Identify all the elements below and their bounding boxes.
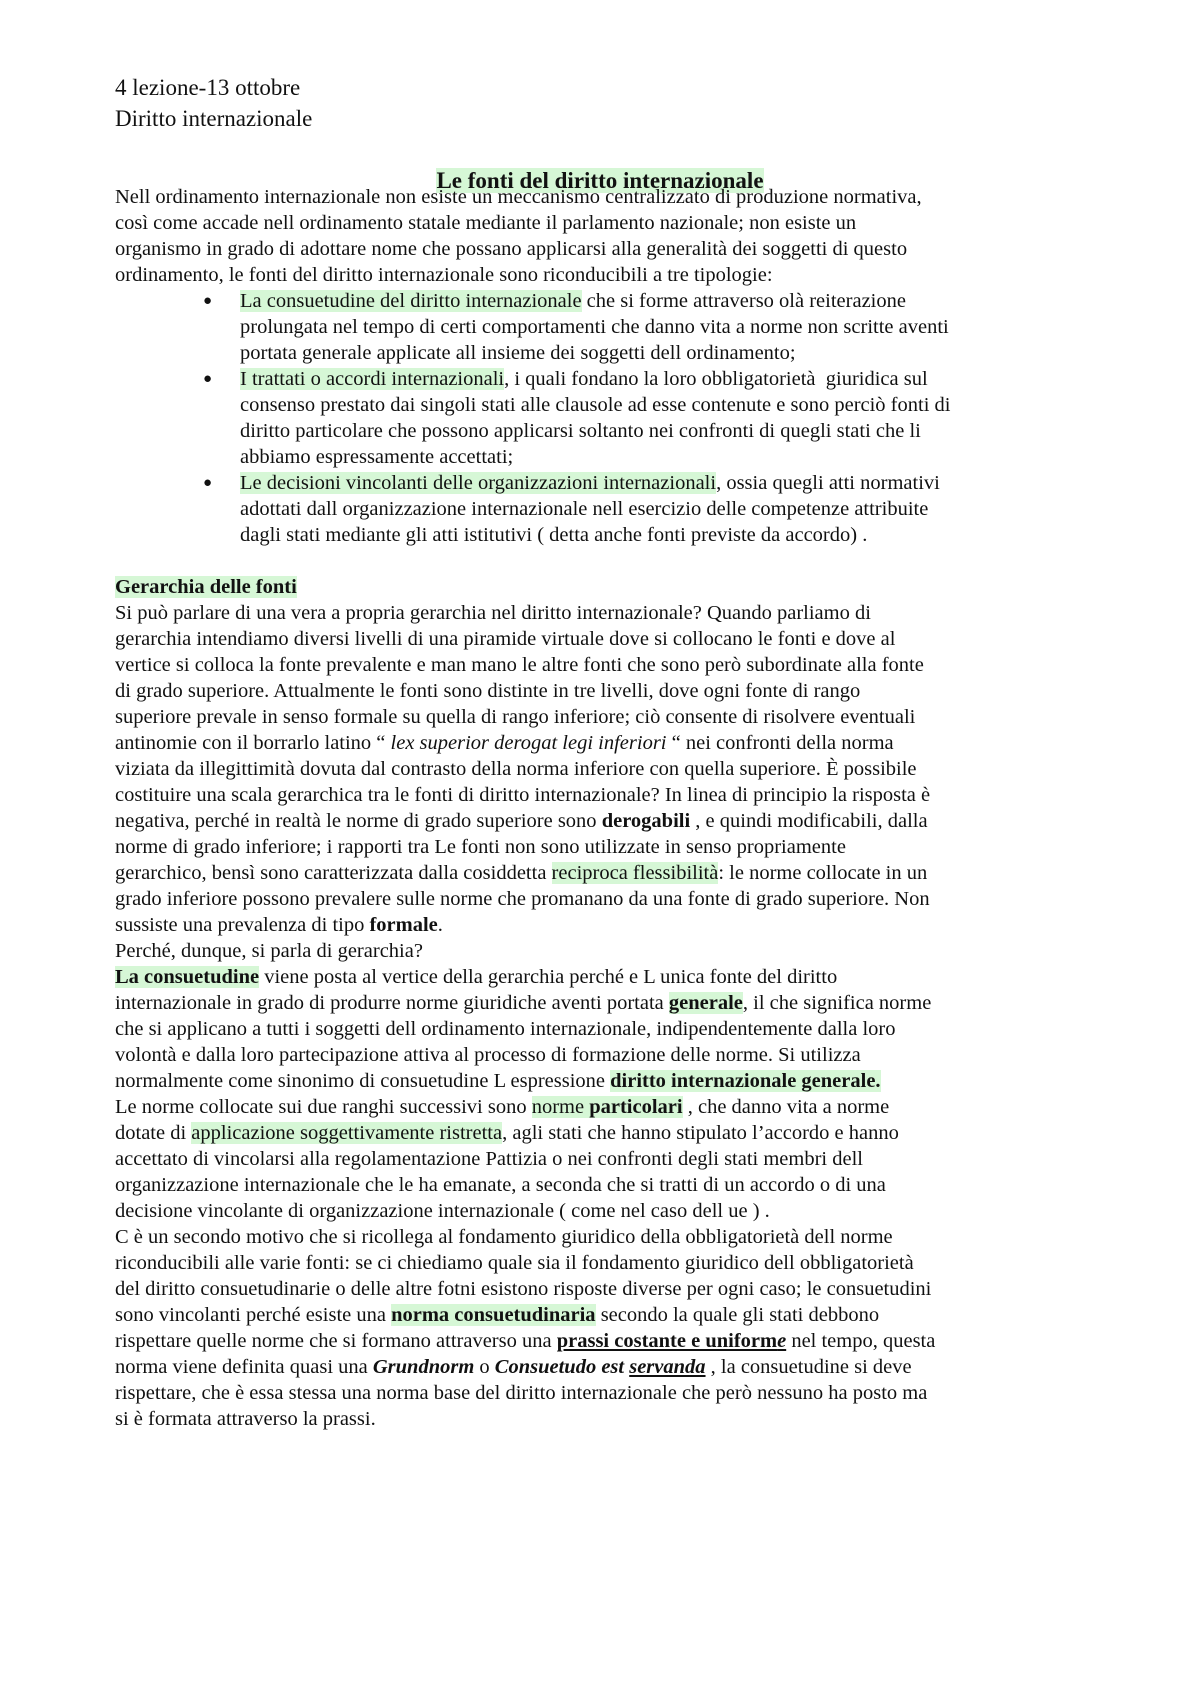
list-item-line: diritto particolare che possono applicarsi soltanto nei confronti di quegli stati che li bbox=[240, 420, 921, 442]
text-run: dotate di bbox=[115, 1122, 192, 1144]
bold-term: prassi costante e uniform bbox=[556, 1330, 778, 1352]
body-line: decisione vincolante di organizzazione internazionale ( come nel caso dell ue ) . bbox=[115, 1200, 770, 1222]
page-title-text: Le fonti del diritto internazionale bbox=[436, 168, 764, 193]
body-line: che si applicano a tutti i soggetti dell ordinamento internazionale, indipendentemente dalla loro bbox=[115, 1018, 896, 1040]
body-line: norme di grado inferiore; i rapporti tra Le fonti non sono utilizzate in senso propriamente bbox=[115, 836, 846, 858]
body-line: superiore prevale in senso formale su quella di rango inferiore; ciò consente di risolvere eventuali bbox=[115, 706, 916, 728]
course-heading: Diritto internazionale bbox=[115, 106, 313, 131]
body-line bbox=[115, 1068, 881, 1094]
highlighted-term: La consuetudine del diritto internazionale bbox=[240, 290, 582, 312]
highlighted-term: I trattati o accordi internazionali bbox=[240, 368, 505, 390]
intro-line: così come accade nell ordinamento statale mediante il parlamento nazionale; non esiste un bbox=[115, 212, 857, 234]
body-line: vertice si colloca la fonte prevalente e man mano le altre fonti che sono però subordinate alla fonte bbox=[115, 654, 924, 676]
body-line: Si può parlare di una vera a propria gerarchia nel diritto internazionale? Quando parliamo di bbox=[115, 602, 871, 624]
text-run: norma viene definita quasi una bbox=[115, 1356, 373, 1378]
text-run: : le norme collocate in un bbox=[718, 862, 928, 884]
body-line bbox=[115, 1094, 889, 1120]
text-run: internazionale in grado di produrre norme giuridiche aventi portata bbox=[115, 992, 669, 1014]
list-item-line: prolungata nel tempo di certi comportamenti che danno vita a norme non scritte aventi bbox=[240, 316, 949, 338]
body-line: C è un secondo motivo che si ricollega al fondamento giuridico della obbligatorietà dell norme bbox=[115, 1226, 893, 1248]
bold-term: particolari bbox=[589, 1096, 683, 1118]
text-run: antinomie con il borrarlo latino “ bbox=[115, 732, 391, 754]
text-run: , e quindi modificabili, dalla bbox=[690, 810, 928, 832]
list-item-text: , ossia quegli atti normativi bbox=[716, 472, 940, 494]
highlighted-term: norma consuetudinaria bbox=[391, 1304, 596, 1326]
body-line bbox=[115, 1302, 879, 1328]
body-line bbox=[115, 964, 837, 990]
text-run: . bbox=[437, 914, 443, 936]
text-run: nel tempo, questa bbox=[786, 1330, 936, 1352]
bold-term: formale bbox=[369, 914, 438, 936]
body-line bbox=[115, 1120, 899, 1146]
latin-term: servanda bbox=[629, 1356, 706, 1378]
body-line: gerarchia intendiamo diversi livelli di una piramide virtuale dove si collocano le fonti e dove al bbox=[115, 628, 896, 650]
highlighted-term: diritto internazionale generale. bbox=[610, 1070, 881, 1092]
bold-term: e bbox=[777, 1330, 787, 1352]
bold-term: derogabili bbox=[601, 810, 691, 832]
text-run: gerarchico, bensì sono caratterizzata dalla cosiddetta bbox=[115, 862, 552, 884]
list-item bbox=[240, 288, 906, 314]
body-line: di grado superiore. Attualmente le fonti sono distinte in tre livelli, dove ogni fonte di rango bbox=[115, 680, 861, 702]
list-item bbox=[240, 470, 940, 496]
body-line bbox=[115, 808, 928, 834]
body-line: grado inferiore possono prevalere sulle norme che promanano da una fonte di grado superiore. Non bbox=[115, 888, 930, 910]
intro-line: organismo in grado di adottare nome che possano applicarsi alla generalità dei soggetti di questo bbox=[115, 238, 908, 260]
text-run: rispettare quelle norme che si formano attraverso una bbox=[115, 1330, 557, 1352]
lesson-heading: 4 lezione-13 ottobre bbox=[115, 75, 301, 100]
section-heading-text: Gerarchia delle fonti bbox=[115, 576, 297, 598]
highlighted-term: applicazione soggettivamente ristretta bbox=[191, 1122, 503, 1144]
highlighted-term: generale bbox=[668, 992, 743, 1014]
body-line: si è formata attraverso la prassi. bbox=[115, 1408, 376, 1430]
bullet-icon: ● bbox=[203, 475, 213, 491]
text-run: sussiste una prevalenza di tipo bbox=[115, 914, 370, 936]
body-line bbox=[115, 860, 927, 886]
text-run: Le norme collocate sui due ranghi successivi sono bbox=[115, 1096, 532, 1118]
body-line: accettato di vincolarsi alla regolamentazione Pattizia o nei confronti degli stati membri dell bbox=[115, 1148, 863, 1170]
highlighted-term bbox=[532, 1096, 683, 1118]
body-line: costituire una scala gerarchica tra le fonti di diritto internazionale? In linea di principio la risposta è bbox=[115, 784, 931, 806]
body-line bbox=[115, 990, 931, 1016]
body-line: viziata da illegittimità dovuta dal contrasto della norma inferiore con quella superiore. È possibile bbox=[115, 758, 917, 780]
list-item bbox=[240, 366, 928, 392]
intro-line: Nell ordinamento internazionale non esiste un meccanismo centralizzato di produzione normativa, bbox=[115, 186, 922, 208]
body-line: rispettare, che è essa stessa una norma base del diritto internazionale che però nessuno ha posto ma bbox=[115, 1382, 928, 1404]
list-item-text: che si forme attraverso olà reiterazione bbox=[581, 290, 906, 312]
body-line bbox=[115, 730, 894, 756]
text-run: normalmente come sinonimo di consuetudine L espressione bbox=[115, 1070, 611, 1092]
list-item-line: adottati dall organizzazione internazionale nell esercizio delle competenze attribuite bbox=[240, 498, 929, 520]
list-item-line: portata generale applicate all insieme dei soggetti dell ordinamento; bbox=[240, 342, 796, 364]
latin-maxim: lex superior derogat legi inferiori bbox=[390, 732, 667, 754]
highlighted-term: La consuetudine bbox=[115, 966, 260, 988]
text-run: “ nei confronti della norma bbox=[666, 732, 894, 754]
intro-line: ordinamento, le fonti del diritto internazionale sono riconducibili a tre tipologie: bbox=[115, 264, 773, 286]
latin-term: Consuetudo est bbox=[494, 1356, 630, 1378]
bullet-icon: ● bbox=[203, 293, 213, 309]
body-line bbox=[115, 1328, 935, 1354]
list-item-line: consenso prestato dai singoli stati alle clausole ad esse contenute e sono perciò fonti di bbox=[240, 394, 951, 416]
text-run: , la consuetudine si deve bbox=[705, 1356, 912, 1378]
body-line: volontà e dalla loro partecipazione attiva al processo di formazione delle norme. Si utilizza bbox=[115, 1044, 861, 1066]
list-item-line: dagli stati mediante gli atti istitutivi ( detta anche fonti previste da accordo) . bbox=[240, 524, 868, 546]
latin-term: Grundnorm bbox=[372, 1356, 475, 1378]
highlighted-term: Le decisioni vincolanti delle organizzazioni internazionali bbox=[240, 472, 717, 494]
body-line: riconducibili alle varie fonti: se ci chiediamo quale sia il fondamento giuridico dell obbligatorietà bbox=[115, 1252, 914, 1274]
text-run: , il che significa norme bbox=[742, 992, 932, 1014]
body-line: organizzazione internazionale che le ha emanate, a seconda che si tratti di un accordo o di una bbox=[115, 1174, 886, 1196]
section-heading bbox=[115, 574, 297, 600]
highlighted-term: reciproca flessibilità bbox=[551, 862, 719, 884]
bullet-icon: ● bbox=[203, 371, 213, 387]
text-run: secondo la quale gli stati debbono bbox=[595, 1304, 880, 1326]
body-line bbox=[115, 912, 443, 938]
body-line: Perché, dunque, si parla di gerarchia? bbox=[115, 940, 423, 962]
text-run: negativa, perché in realtà le norme di grado superiore sono bbox=[115, 810, 602, 832]
text-run: o bbox=[474, 1356, 495, 1378]
list-item-text: , i quali fondano la loro obbligatorietà giuridica sul bbox=[504, 368, 928, 390]
list-item-line: abbiamo espressamente accettati; bbox=[240, 446, 514, 468]
text-run: sono vincolanti perché esiste una bbox=[115, 1304, 392, 1326]
text-run: norme bbox=[531, 1096, 590, 1118]
body-line: del diritto consuetudinarie o delle altre fotni esistono risposte diverse per ogni caso; le consuetudini bbox=[115, 1278, 932, 1300]
text-run: , agli stati che hanno stipulato l’accordo e hanno bbox=[502, 1122, 899, 1144]
body-line bbox=[115, 1354, 912, 1380]
text-run: , che danno vita a norme bbox=[682, 1096, 890, 1118]
text-run: viene posta al vertice della gerarchia perché e L unica fonte del diritto bbox=[259, 966, 838, 988]
